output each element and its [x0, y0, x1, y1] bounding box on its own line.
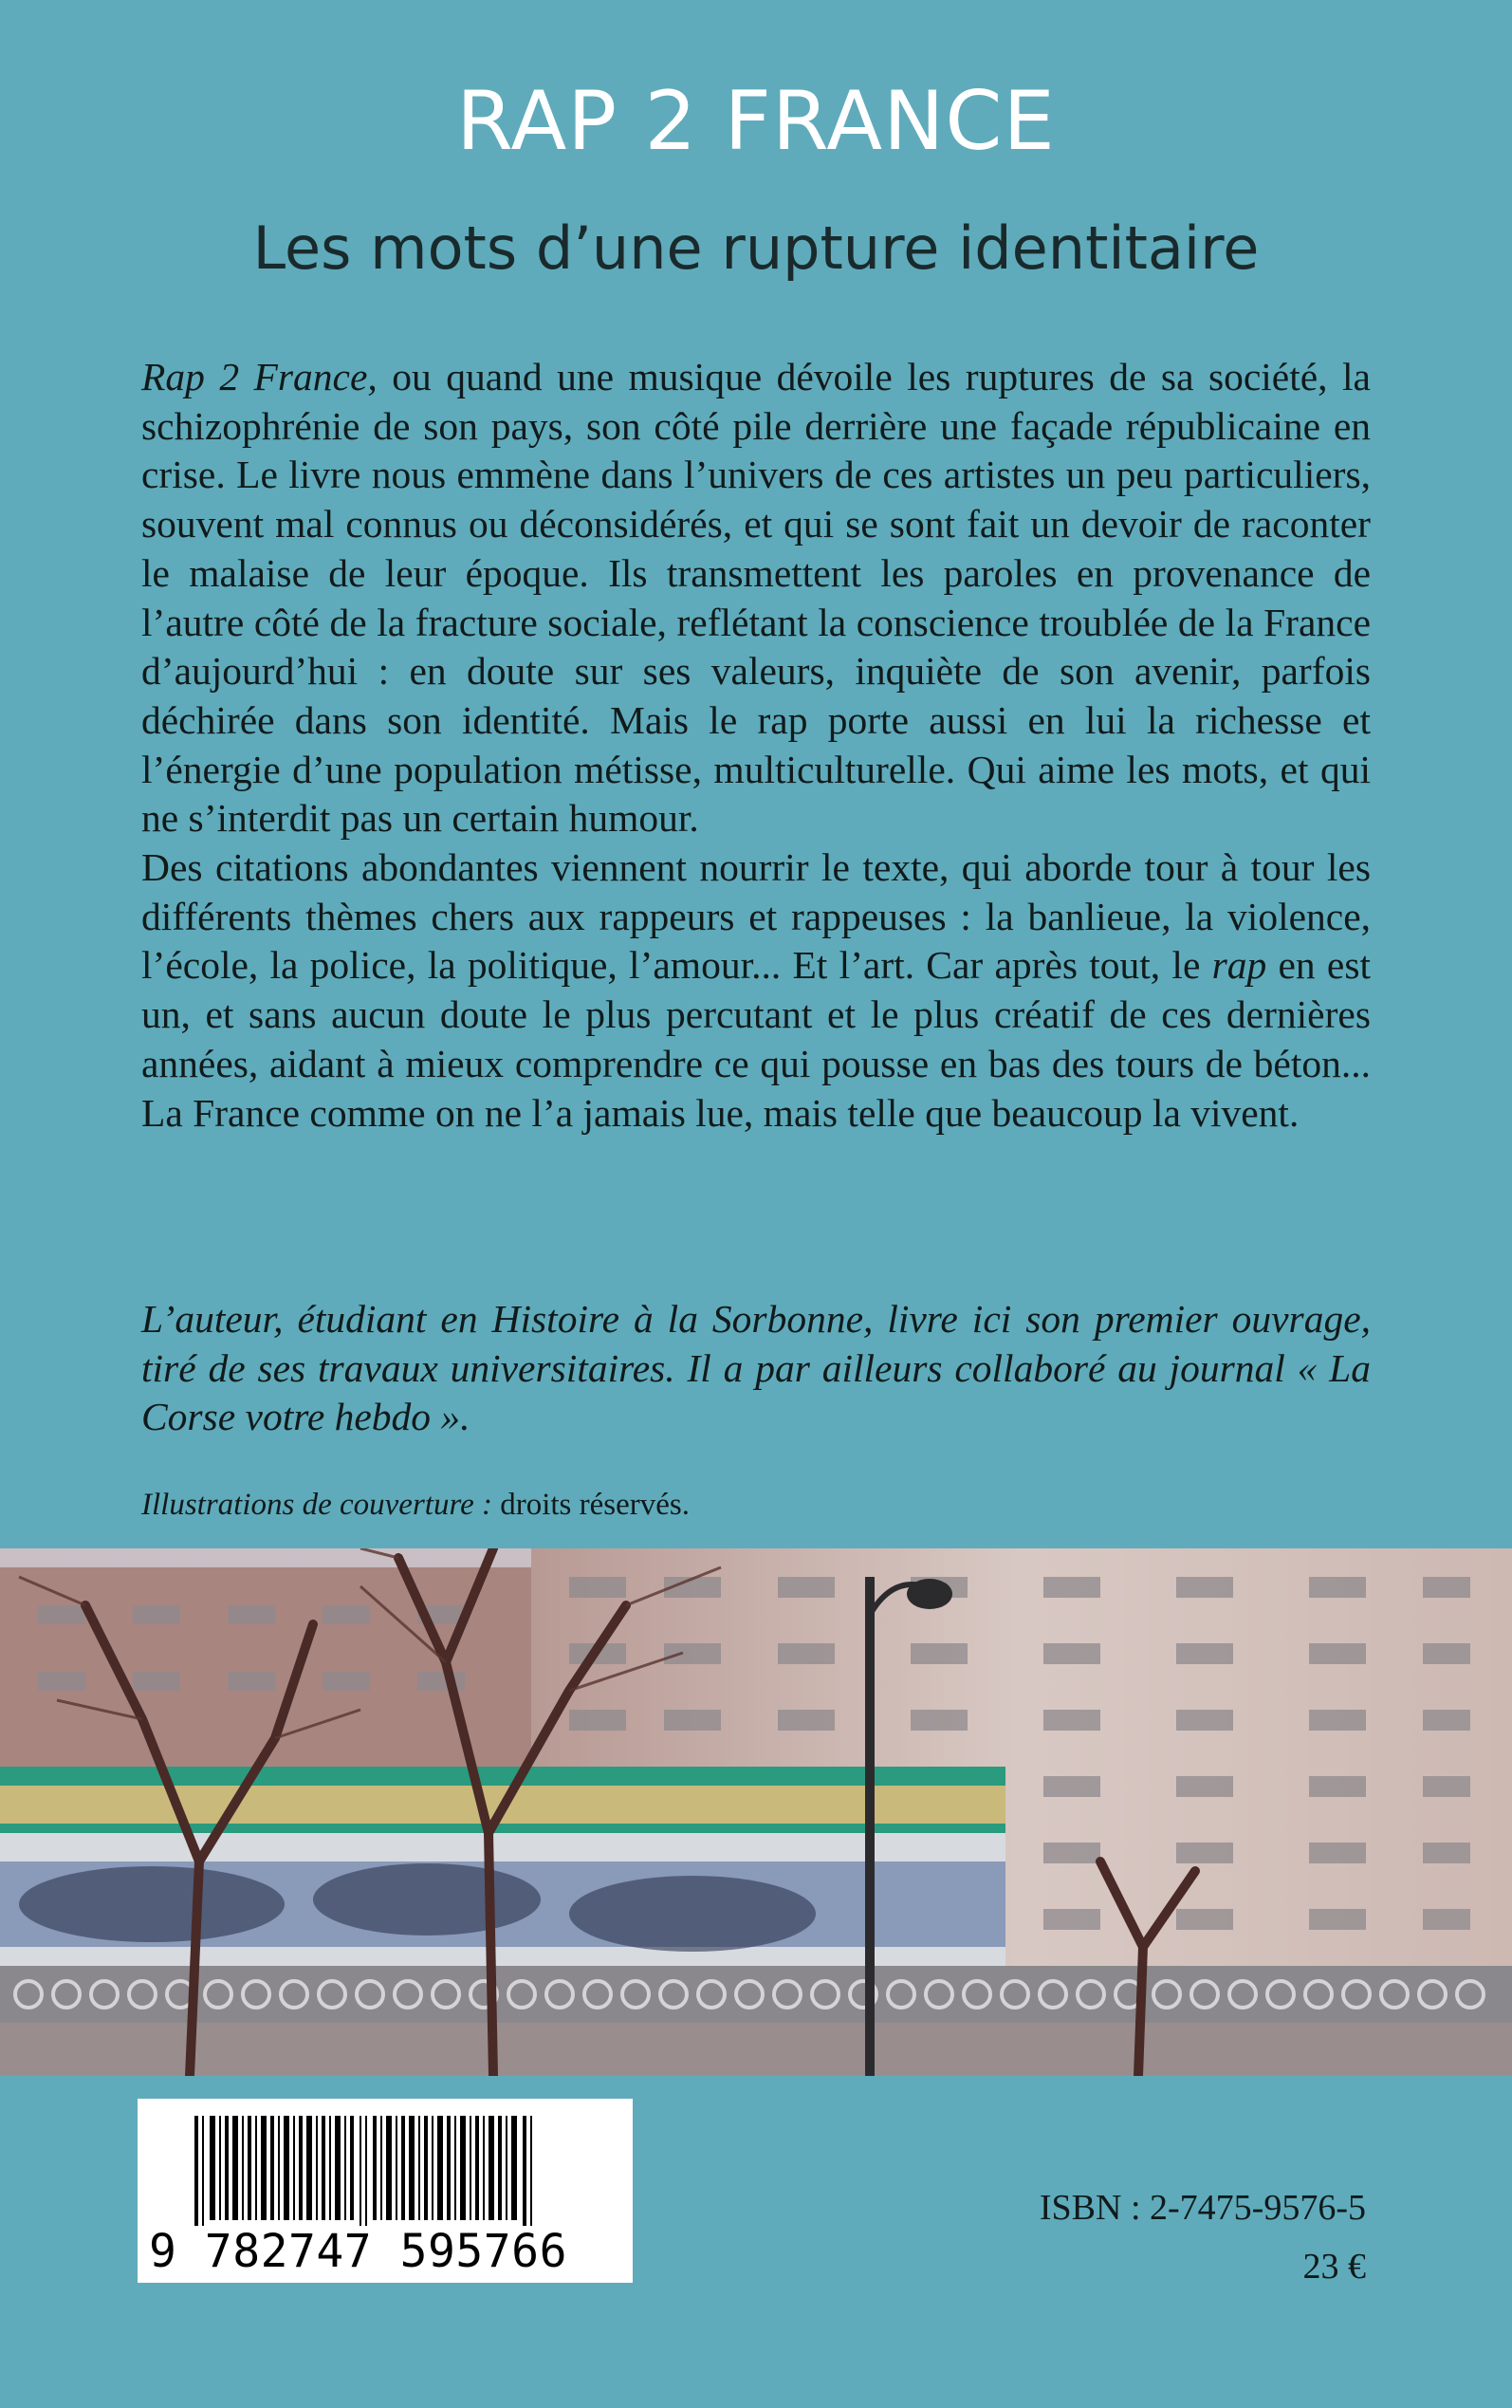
barcode-bars	[138, 2099, 633, 2226]
cover-photo	[0, 1548, 1512, 2076]
blurb-paragraph-1-text: ou quand une musique dévoile les ruptures de sa société, la schizophrénie de son pays, son côté pile derrière une façade républicaine en crise. Le livre nous emmène dans l’univers de ces artistes un peu particuliers, souvent mal connus ou déconsidérés, et qui se sont fait un devoir de raconter le malaise de leur époque. Ils transmettent les paroles en provenance de l’autre côté de la fracture sociale, reflétant la conscience troublée de la France d’aujourd’hui : en doute sur ses valeurs, inquiète de son avenir, parfois déchirée dans son identité. Mais le rap porte aussi en lui la richesse et l’énergie d’une population métisse, multiculturelle. Qui aime les mots, et qui ne s’interdit pas un certain humour.	[141, 355, 1371, 841]
credits-label: Illustrations de couverture :	[141, 1488, 492, 1522]
barcode-digits: 9 782747 595766	[149, 2225, 567, 2278]
metro-photo-illustration	[0, 1548, 1512, 2076]
illustration-credits	[141, 1486, 1090, 1524]
isbn: ISBN : 2-7475-9576-5	[1039, 2188, 1366, 2228]
blurb-rap-italic: rap	[1211, 943, 1267, 988]
book-title: RAP 2 FRANCE	[456, 74, 1056, 169]
blurb-paragraph-2-text-a: Des citations abondantes viennent nourrir le texte, qui aborde tour à tour les différents thèmes chers aux rappeurs et rappeuses : la banlieue, la violence, l’école, la police, la politique, l’amour... Et l’art. Car après tout, le	[141, 845, 1371, 988]
blurb-lead-italic: Rap 2 France,	[141, 355, 378, 398]
barcode	[138, 2099, 633, 2283]
credits-value: droits réservés.	[491, 1488, 690, 1522]
author-note: L’auteur, étudiant en Histoire à la Sorbonne, livre ici son premier ouvrage, tiré de ses travaux universitaires. Il a par ailleurs collaboré au journal « La Corse votre hebdo ».	[141, 1297, 1371, 1439]
price: 23 €	[1302, 2247, 1366, 2287]
book-subtitle: Les mots d’une rupture identitaire	[252, 213, 1260, 283]
blurb-paragraph-1	[141, 353, 1371, 843]
back-cover-blurb	[141, 353, 1371, 1138]
blurb-paragraph-2	[141, 843, 1371, 1138]
blurb-paragraph-2-text-b: en est un, et sans aucun doute le plus percutant et le plus créatif de ces dernières années, aidant à mieux comprendre ce qui pousse en bas des tours de béton... La France comme on ne l’a jamais lue, mais telle que beaucoup la vivent.	[141, 943, 1372, 1135]
